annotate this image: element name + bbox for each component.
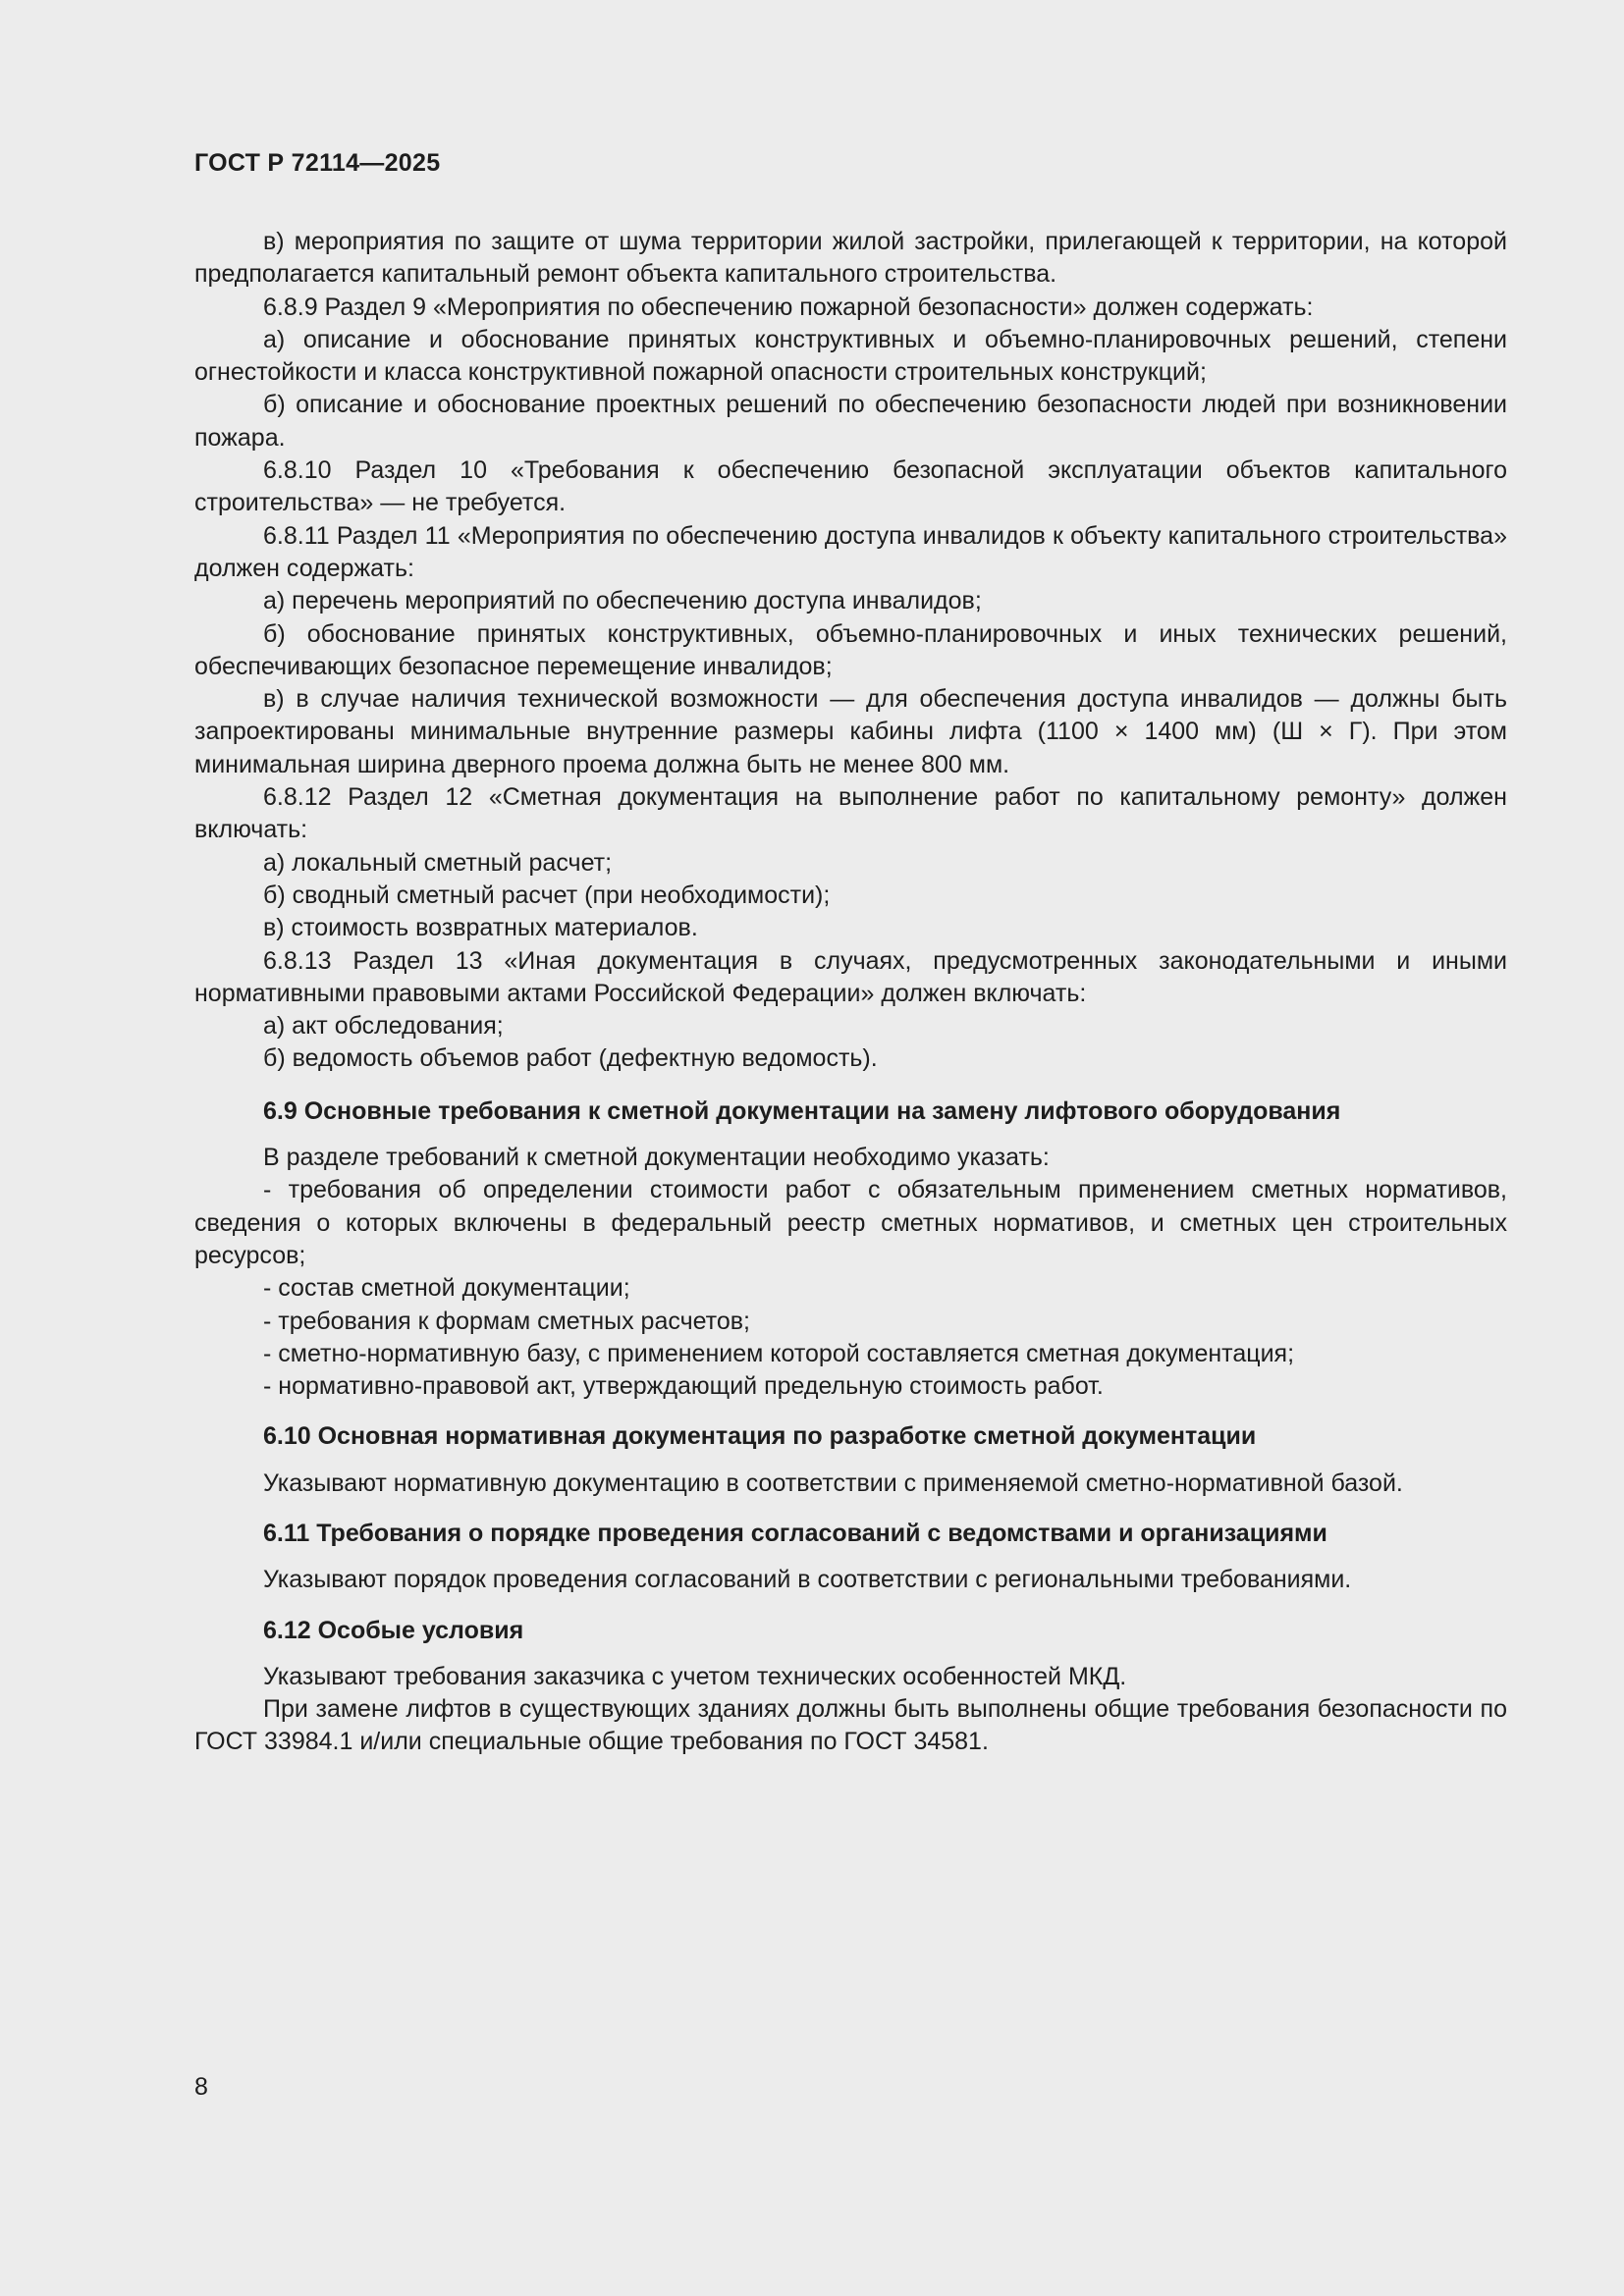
paragraph: б) сводный сметный расчет (при необходимости); [263,881,831,909]
section-heading: 6.10 Основная нормативная документация по разработке сметной документации [263,1422,1257,1451]
paragraph: 6.8.9 Раздел 9 «Мероприятия по обеспечению пожарной безопасности» должен содержать: [263,293,1314,321]
paragraph: а) акт обследования; [263,1012,504,1041]
paragraph: 6.8.12 Раздел 12 «Сметная документация на выполнение работ по капитальному ремонту» должен включать: [194,783,1507,844]
paragraph: Указывают нормативную документацию в соответствии с применяемой сметно-нормативной базой. [263,1468,1403,1497]
paragraph: Указывают требования заказчика с учетом технических особенностей МКД. [263,1662,1127,1690]
paragraph: Указывают порядок проведения согласований в соответствии с региональными требованиями. [263,1566,1352,1594]
document-header: ГОСТ Р 72114—2025 [194,149,441,177]
paragraph: б) обоснование принятых конструктивных, объемно-планировочных и иных технических решений, обеспечивающих безопасное перемещение инвалидов; [194,619,1507,680]
list-item: - нормативно-правовой акт, утверждающий предельную стоимость работ. [263,1372,1104,1401]
list-item: - требования к формам сметных расчетов; [263,1307,750,1335]
paragraph: В разделе требований к сметной документации необходимо указать: [263,1144,1050,1172]
paragraph: а) описание и обоснование принятых конструктивных и объемно-планировочных решений, степени огнестойкости и класса конструктивной пожарной опасности строительных конструкций; [194,325,1507,387]
section-heading: 6.9 Основные требования к сметной документации на замену лифтового оборудования [263,1096,1341,1125]
section-heading: 6.12 Особые условия [263,1616,524,1644]
list-item: - состав сметной документации; [263,1274,630,1303]
page-number: 8 [194,2073,208,2101]
document-body [194,226,1507,1759]
paragraph: в) в случае наличия технической возможности — для обеспечения доступа инвалидов — должны быть запроектированы минимальные внутренние размеры кабины лифта (1100 × 1400 мм) (Ш × Г). При этом минимальная ширина дверного проема должна быть не менее 800 мм. [194,685,1507,778]
paragraph: б) ведомость объемов работ (дефектную ведомость). [263,1044,878,1073]
paragraph: а) перечень мероприятий по обеспечению доступа инвалидов; [263,587,982,615]
paragraph: а) локальный сметный расчет; [263,848,613,877]
paragraph: б) описание и обоснование проектных решений по обеспечению безопасности людей при возникновении пожара. [194,391,1507,452]
paragraph: 6.8.11 Раздел 11 «Мероприятия по обеспечению доступа инвалидов к объекту капитального строительства» должен содержать: [194,521,1507,582]
paragraph: в) мероприятия по защите от шума территории жилой застройки, прилегающей к территории, на которой предполагается капитальный ремонт объекта капитального строительства. [194,228,1507,289]
list-item: - сметно-нормативную базу, с применением которой составляется сметная документация; [263,1339,1295,1367]
paragraph: 6.8.10 Раздел 10 «Требования к обеспечению безопасной эксплуатации объектов капитального строительства» — не требуется. [194,456,1507,517]
list-item: - требования об определении стоимости работ с обязательным применением сметных нормативов, сведения о которых включены в федеральный реестр сметных нормативов, и сметных цен строительных ресурсов; [194,1176,1507,1269]
paragraph: При замене лифтов в существующих зданиях должны быть выполнены общие требования безопасности по ГОСТ 33984.1 и/или специальные общие требования по ГОСТ 34581. [194,1695,1507,1756]
paragraph: в) стоимость возвратных материалов. [263,914,698,942]
paragraph: 6.8.13 Раздел 13 «Иная документация в случаях, предусмотренных законодательными и иными нормативными правовыми актами Российской Федерации» должен включать: [194,946,1507,1007]
section-heading: 6.11 Требования о порядке проведения согласований с ведомствами и организациями [263,1519,1327,1547]
